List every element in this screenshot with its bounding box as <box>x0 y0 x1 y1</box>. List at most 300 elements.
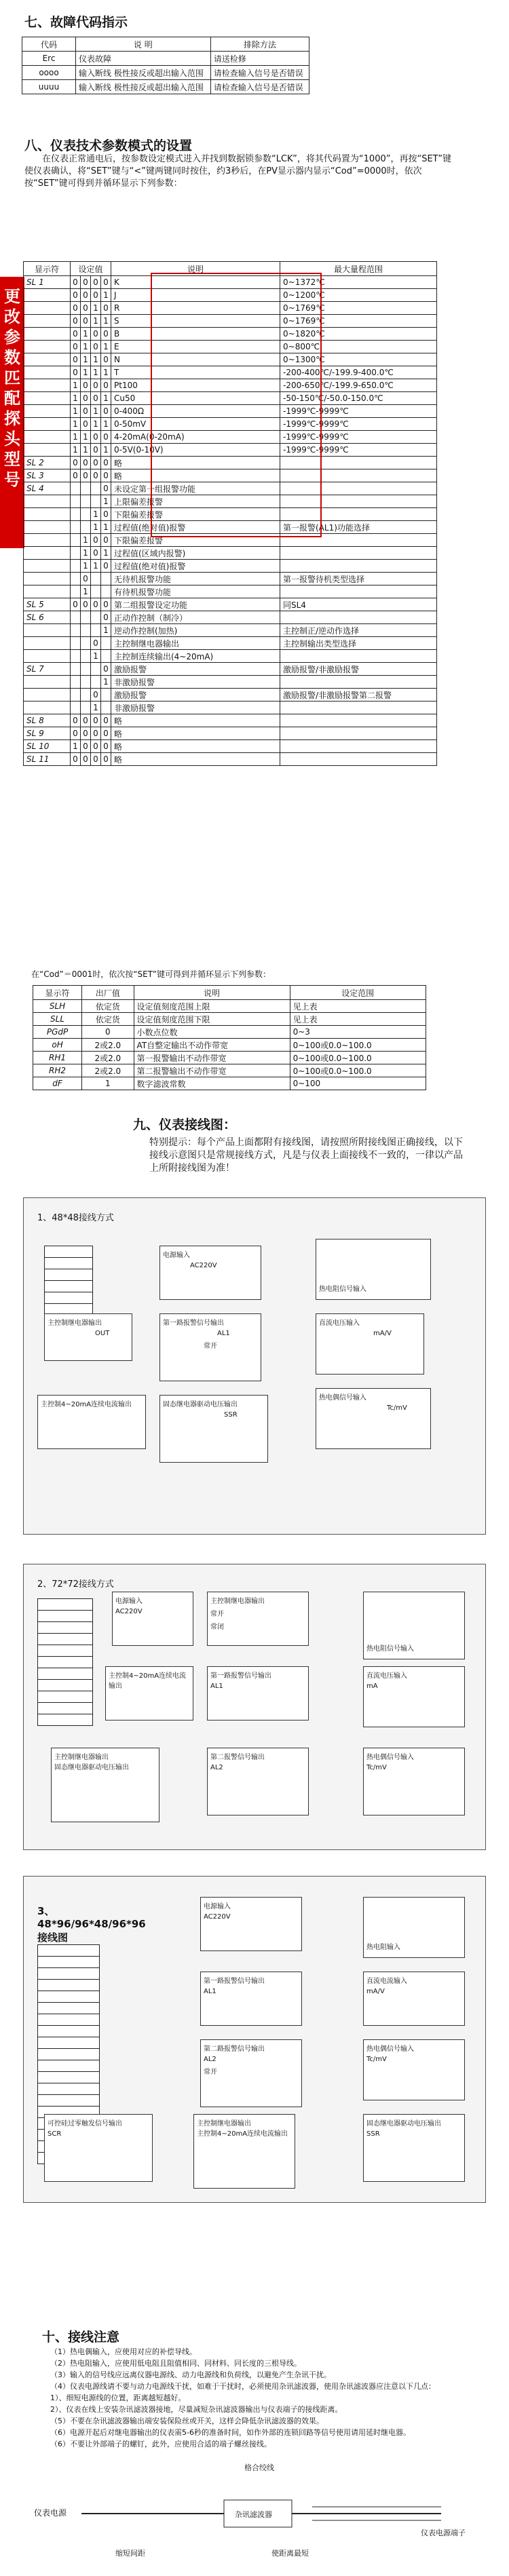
table-cell: 0-400Ω <box>111 405 280 418</box>
shorten-spacing-label: 缩短间距 <box>115 2549 145 2558</box>
table-cell: SL 4 <box>24 482 71 495</box>
note-item: 2）、仪表在线上安装杂讯滤波器接地，尽量减短杂讯滤波器输出与仪表端子的接线距离。 <box>50 2405 343 2414</box>
table-cell: 略 <box>111 727 280 740</box>
table-cell: 1 <box>101 676 111 689</box>
table-row <box>22 52 309 66</box>
table-cell: 1 <box>91 418 101 431</box>
table-cell <box>101 585 111 598</box>
note-item: （6）电源开起后对继电器输出的仪表需5-6秒的准备时间，如作外部的连锁回路等信号使用请用延时继电器。 <box>50 2428 411 2437</box>
table-cell: 请检查输入信号是否错误 <box>210 80 309 94</box>
table-cell: 0 <box>91 714 101 727</box>
table-cell <box>24 328 71 341</box>
table-cell: -1999℃-9999℃ <box>280 405 437 418</box>
section-title: 十、接线注意 <box>42 2330 120 2345</box>
table-cell <box>91 663 101 676</box>
table-cell <box>91 676 101 689</box>
table-cell: 主控制输出类型选择 <box>280 637 437 650</box>
table-cell: 激励报警/非激励报警 <box>280 663 437 676</box>
section-title: 七、故障代码指示 <box>24 15 128 30</box>
table-cell: 同SL4 <box>280 598 437 611</box>
table-cell <box>91 495 101 508</box>
table-cell: 第一报警输出不动作带宽 <box>134 1052 290 1064</box>
table-cell: 0 <box>101 534 111 547</box>
wiring-notice: 特别提示：每个产品上面都附有接线图，请按照所附接线图正确接线，以下接线示意图只是常规接线方式，凡是与仪表上面接线不一致的，一律以产品上所附接线图为准！ <box>149 1137 463 1174</box>
table-cell: 下限偏差报警 <box>111 508 280 521</box>
table-cell: 0~100或0.0~100.0 <box>290 1052 426 1064</box>
table-cell <box>24 521 71 534</box>
table-cell: 0 <box>101 431 111 444</box>
table-cell: 0 <box>91 392 101 405</box>
table-cell: 下限偏差报警 <box>111 534 280 547</box>
table-cell: SL 8 <box>24 714 71 727</box>
table-row <box>24 740 437 753</box>
table-cell: 1 <box>81 560 91 573</box>
table-cell: 0~100或0.0~100.0 <box>290 1064 426 1077</box>
column-header: 说 明 <box>76 37 211 52</box>
table-cell: 0 <box>71 457 81 469</box>
table-cell <box>71 701 81 714</box>
table-cell <box>81 637 91 650</box>
side-tag: 更改参数匹配探头型号 <box>0 277 24 548</box>
table-cell: 0 <box>82 1026 134 1039</box>
table-cell: 1 <box>81 366 91 379</box>
note-item: （1）热电偶输入，应使用对应的补偿导线。 <box>50 2347 197 2356</box>
table-cell: 0 <box>71 598 81 611</box>
table-cell <box>81 689 91 701</box>
table-cell: 上限偏差报警 <box>111 495 280 508</box>
table-cell: 0 <box>81 753 91 766</box>
table-cell: 1 <box>71 418 81 431</box>
table-cell: PGdP <box>33 1026 82 1039</box>
table-cell: -50-150℃/-50.0-150.0℃ <box>280 392 437 405</box>
table-cell <box>24 676 71 689</box>
table-cell <box>81 663 91 676</box>
table-cell: 过程值(绝对值)报警 <box>111 521 280 534</box>
table-cell: SL 5 <box>24 598 71 611</box>
table-cell <box>24 315 71 328</box>
table-cell: 0 <box>91 534 101 547</box>
table-row <box>33 1064 426 1077</box>
table-cell: RH2 <box>33 1064 82 1077</box>
table-cell: 0 <box>81 379 91 392</box>
table-cell: 1 <box>81 353 91 366</box>
table-cell: K <box>111 276 280 289</box>
table-cell: 0 <box>101 276 111 289</box>
table-cell: 4-20mA(0-20mA) <box>111 431 280 444</box>
table-cell: 激励报警/非激励报警第二报警 <box>280 689 437 701</box>
table-row <box>33 1026 426 1039</box>
table-cell <box>91 611 101 624</box>
table-cell: 0 <box>81 302 91 315</box>
table-row <box>24 663 437 676</box>
wiring-notes <box>50 2346 464 2450</box>
table-cell <box>24 560 71 573</box>
table-cell: 0 <box>81 405 91 418</box>
table-cell <box>81 650 91 663</box>
table-cell: 0 <box>81 315 91 328</box>
table-cell: 0 <box>91 379 101 392</box>
table-cell: 0 <box>91 469 101 482</box>
table-cell <box>24 405 71 418</box>
table-cell <box>101 689 111 701</box>
table-cell: 0 <box>91 289 101 302</box>
table-cell: 0 <box>81 714 91 727</box>
table-cell: 0 <box>81 289 91 302</box>
table-cell: N <box>111 353 280 366</box>
table-cell: 1 <box>81 341 91 353</box>
table-cell: 0 <box>101 379 111 392</box>
table-cell <box>71 547 81 560</box>
table-cell: 输入断线 极性接反或超出输入范围 <box>76 80 211 94</box>
table-cell <box>71 482 81 495</box>
table-cell: 1 <box>81 534 91 547</box>
table-cell: S <box>111 315 280 328</box>
table-cell: AT自整定输出不动作带宽 <box>134 1039 290 1052</box>
table-cell: 1 <box>91 353 101 366</box>
table-cell: -1999℃-9999℃ <box>280 444 437 457</box>
table-cell: R <box>111 302 280 315</box>
diagram-title: 1、48*48接线方式 <box>37 1213 114 1223</box>
table-cell: 0 <box>71 341 81 353</box>
table-cell <box>81 508 91 521</box>
table-cell: 0 <box>91 431 101 444</box>
table-cell: -200-650℃/-199.9-650.0℃ <box>280 379 437 392</box>
table-row <box>24 560 437 573</box>
table-cell: 0-5V(0-10V) <box>111 444 280 457</box>
table-cell: 见上表 <box>290 1000 426 1013</box>
table-cell: 0 <box>101 714 111 727</box>
power-input-box: 电源输入 AC220V <box>200 1897 302 1951</box>
table-cell: 略 <box>111 469 280 482</box>
table-cell: B <box>111 328 280 341</box>
table-cell: 第一报警待机类型选择 <box>280 573 437 585</box>
table-row <box>33 1052 426 1064</box>
table-cell <box>24 418 71 431</box>
table-row <box>24 650 437 663</box>
table-cell: 0~100 <box>290 1077 426 1090</box>
table-row <box>24 637 437 650</box>
table-cell: 0 <box>71 753 81 766</box>
table-row <box>24 573 437 585</box>
table-cell: SL 11 <box>24 753 71 766</box>
scr-box: 可控硅过零触发信号输出 SCR <box>44 2114 153 2182</box>
table-row <box>33 1013 426 1026</box>
table-cell: Erc <box>22 52 76 66</box>
ssr-box: 固态继电器驱动电压输出 SSR <box>363 2114 465 2182</box>
table-cell: 0 <box>91 341 101 353</box>
table-cell: 1 <box>71 405 81 418</box>
table-cell: 0 <box>71 353 81 366</box>
table-cell: 1 <box>91 315 101 328</box>
table-cell <box>280 740 437 753</box>
table-row <box>22 80 309 94</box>
table-cell <box>71 495 81 508</box>
table-cell: 请送检修 <box>210 52 309 66</box>
table-cell: uuuu <box>22 80 76 94</box>
column-header: 说明 <box>134 986 290 1000</box>
table-cell: SLH <box>33 1000 82 1013</box>
cod-paragraph: 在“Cod”＝0001时，依次按“SET”键可得到并循环显示下列参数： <box>31 969 271 979</box>
table-cell: 0~1769℃ <box>280 302 437 315</box>
table-cell <box>24 366 71 379</box>
diagram-title: 2、72*72接线方式 <box>37 1579 114 1590</box>
table-cell: 过程值(区域内报警) <box>111 547 280 560</box>
fault-code-table <box>22 37 309 94</box>
column-header: 设定值 <box>71 262 111 276</box>
table-cell <box>71 611 81 624</box>
table-cell: 0 <box>81 740 91 753</box>
table-cell: 1 <box>71 431 81 444</box>
instrument-power-label: 仪表电源 <box>34 2508 67 2518</box>
note-item: （3）输入的信号线应远离仪器电源线、动力电源线和负荷线，以避免产生杂讯干扰。 <box>50 2370 331 2379</box>
noise-filter-diagram <box>27 2459 489 2568</box>
section-title: 九、仪表接线图： <box>133 1117 237 1132</box>
table-cell: 请检查输入信号是否错误 <box>210 66 309 80</box>
alarm2-box: 第二报警信号输出 AL2 <box>207 1748 309 1815</box>
table-cell <box>280 650 437 663</box>
table-cell: 0 <box>101 740 111 753</box>
table-cell: 数字滤波常数 <box>134 1077 290 1090</box>
table-cell <box>24 495 71 508</box>
table-cell: 1 <box>101 547 111 560</box>
wiring-diagram-48x48 <box>23 1197 486 1535</box>
table-cell: 激励报警 <box>111 663 280 676</box>
column-header: 出厂值 <box>82 986 134 1000</box>
table-cell: 1 <box>81 328 91 341</box>
param-table-2 <box>33 985 426 1090</box>
table-cell <box>24 650 71 663</box>
table-cell: 0 <box>81 392 91 405</box>
alarm1-box: 第一路报警信号输出 AL1 <box>207 1666 309 1720</box>
table-cell: 0 <box>81 276 91 289</box>
table-cell <box>280 676 437 689</box>
table-cell <box>280 753 437 766</box>
main-relay-box: 主控制继电器输出 主控制4~20mA连续电流输出 <box>193 2114 295 2189</box>
table-cell <box>24 302 71 315</box>
table-cell: 非激励报警 <box>111 701 280 714</box>
table-cell: 1 <box>101 366 111 379</box>
table-cell: 正动作控制（制冷） <box>111 611 280 624</box>
table-cell: 非激励报警 <box>111 676 280 689</box>
table-cell <box>81 611 91 624</box>
table-cell: 略 <box>111 753 280 766</box>
terminal-block <box>44 1246 93 1315</box>
table-cell <box>24 624 71 637</box>
table-cell: 0 <box>101 482 111 495</box>
table-cell: 1 <box>101 418 111 431</box>
table-cell: 主控制正/逆动作选择 <box>280 624 437 637</box>
column-header: 设定范围 <box>290 986 426 1000</box>
table-cell: 0 <box>101 353 111 366</box>
table-cell: -1999℃-9999℃ <box>280 431 437 444</box>
table-cell <box>280 701 437 714</box>
table-cell: 0 <box>101 457 111 469</box>
table-cell <box>24 431 71 444</box>
rtd-input-box: 热电阻信号输入 <box>316 1239 431 1300</box>
table-cell <box>24 379 71 392</box>
table-cell: 输入断线 极性接反或超出输入范围 <box>76 66 211 80</box>
power-input-box: 电源输入 AC220V <box>112 1592 193 1646</box>
table-cell: SL 6 <box>24 611 71 624</box>
table-cell: 依定货 <box>82 1013 134 1026</box>
table-cell <box>24 534 71 547</box>
table-cell: 1 <box>101 341 111 353</box>
table-cell: 0~1200℃ <box>280 289 437 302</box>
table-cell: 0 <box>91 444 101 457</box>
table-cell <box>101 701 111 714</box>
table-cell: 无待机报警功能 <box>111 573 280 585</box>
table-cell <box>81 521 91 534</box>
table-cell: 1 <box>91 366 101 379</box>
dc-voltage-box: 直流电压输入 mA/V <box>316 1313 424 1374</box>
table-cell <box>24 637 71 650</box>
table-cell <box>24 701 71 714</box>
table-cell <box>280 585 437 598</box>
main-4-20ma-box: 主控制4~20mA连续电流输出 <box>37 1395 146 1449</box>
table-cell: 0 <box>71 366 81 379</box>
table-cell: T <box>111 366 280 379</box>
table-cell: 第二报警输出不动作带宽 <box>134 1064 290 1077</box>
table-cell <box>101 637 111 650</box>
table-cell: SL 9 <box>24 727 71 740</box>
table-cell <box>91 482 101 495</box>
table-cell: 1 <box>81 444 91 457</box>
table-cell: 0 <box>71 315 81 328</box>
table-cell: SL 3 <box>24 469 71 482</box>
table-cell <box>71 689 81 701</box>
table-cell: 0 <box>101 405 111 418</box>
table-cell: 1 <box>81 585 91 598</box>
main-relay-box-2: 主控制继电器输出 固态继电器驱动电压输出 <box>51 1748 159 1822</box>
table-cell: 0 <box>91 753 101 766</box>
table-cell: 依定货 <box>82 1000 134 1013</box>
wiring-diagram-48x96 <box>23 1876 486 2203</box>
table-cell: 2或2.0 <box>82 1039 134 1052</box>
table-cell <box>91 624 101 637</box>
table-row <box>24 585 437 598</box>
ssr-box: 固态继电器驱动电压输出 SSR <box>159 1395 268 1463</box>
column-header: 显示符 <box>33 986 82 1000</box>
table-cell <box>24 547 71 560</box>
wiring-diagram-72x72 <box>23 1564 486 1850</box>
table-cell: RH1 <box>33 1052 82 1064</box>
table-cell: 0 <box>71 469 81 482</box>
table-cell: SL 10 <box>24 740 71 753</box>
table-cell: 0 <box>91 727 101 740</box>
table-cell: 0 <box>71 302 81 315</box>
table-cell <box>280 714 437 727</box>
table-cell: 0 <box>91 689 101 701</box>
table-cell: 0 <box>81 469 91 482</box>
table-cell <box>81 482 91 495</box>
table-cell: 1 <box>101 289 111 302</box>
table-cell: 0 <box>91 598 101 611</box>
power-terminal-label: 仪表电源端子 <box>421 2529 466 2537</box>
table-cell: 1 <box>101 521 111 534</box>
table-cell: 第二组报警设定功能 <box>111 598 280 611</box>
table-row <box>24 701 437 714</box>
table-cell: 仪表故障 <box>76 52 211 66</box>
alarm1-box: 第一路报警信号输出 AL1 <box>200 1972 302 2026</box>
table-cell: 1 <box>101 315 111 328</box>
table-cell: 0 <box>101 753 111 766</box>
table-cell <box>81 676 91 689</box>
table-cell: 略 <box>111 457 280 469</box>
note-item: （4）仪表电源线请不要与动力电源线干扰，如难于干扰时，必须使用杂讯滤波器，使用杂讯滤波器应注意以下几点： <box>50 2382 436 2391</box>
table-cell: SLL <box>33 1013 82 1026</box>
table-cell: 略 <box>111 714 280 727</box>
table-cell: 0 <box>101 611 111 624</box>
table-cell <box>71 508 81 521</box>
table-row <box>33 1077 426 1090</box>
table-cell <box>101 573 111 585</box>
table-cell: 0 <box>71 727 81 740</box>
column-header: 显示符 <box>24 262 71 276</box>
table-cell: 0 <box>101 508 111 521</box>
table-cell: 1 <box>91 560 101 573</box>
thermocouple-box: 热电偶信号输入 Tc/mV <box>363 1748 465 1815</box>
table-row <box>24 753 437 766</box>
table-cell: 1 <box>101 392 111 405</box>
table-cell: Pt100 <box>111 379 280 392</box>
table-row <box>24 676 437 689</box>
table-cell: 1 <box>71 392 81 405</box>
column-header: 说明 <box>111 262 280 276</box>
note-item: （5）不要在杂讯滤波器输出端安装保险丝或开关，这样会降低杂讯滤波器的效果。 <box>50 2417 324 2425</box>
table-cell: 1 <box>91 302 101 315</box>
table-cell: 1 <box>82 1077 134 1090</box>
table-cell <box>71 676 81 689</box>
table-cell <box>101 650 111 663</box>
table-row <box>24 727 437 740</box>
table-cell: 激励报警 <box>111 689 280 701</box>
table-cell: 0 <box>91 328 101 341</box>
table-cell <box>91 573 101 585</box>
table-cell: 0 <box>71 276 81 289</box>
table-cell: -200-400℃/-199.9-400.0℃ <box>280 366 437 379</box>
table-cell: 1 <box>91 701 101 714</box>
table-cell: 1 <box>91 521 101 534</box>
table-cell: 略 <box>111 740 280 753</box>
table-cell: 0 <box>91 547 101 560</box>
table-cell <box>71 650 81 663</box>
note-item: （6）不要让外部端子的螺钉，此外，应使用合适的端子螺丝接线。 <box>50 2440 271 2448</box>
table-cell: oH <box>33 1039 82 1052</box>
table-cell <box>71 663 81 676</box>
diagram-title: 3、48*96/96*48/96*96接线图 <box>37 1905 146 1944</box>
noise-filter-label: 杂讯滤波器 <box>235 2510 272 2519</box>
table-cell: 1 <box>91 650 101 663</box>
table-cell: 0 <box>91 740 101 753</box>
table-header-row <box>22 37 309 52</box>
table-cell: 有待机报警功能 <box>111 585 280 598</box>
power-input-box: 电源输入 AC220V <box>159 1246 261 1300</box>
column-header: 排除方法 <box>210 37 309 52</box>
table-cell <box>24 508 71 521</box>
table-cell: 0~1372℃ <box>280 276 437 289</box>
table-cell: 0 <box>101 328 111 341</box>
table-cell <box>81 624 91 637</box>
table-cell: 1 <box>101 444 111 457</box>
rtd-input-box: 热电阻输入 <box>363 1897 465 1958</box>
table-cell: 0 <box>91 637 101 650</box>
table-cell: 0~800℃ <box>280 341 437 353</box>
table-cell: 0 <box>101 663 111 676</box>
table-cell: 主控制连续输出(4~20mA) <box>111 650 280 663</box>
table-cell: 1 <box>81 431 91 444</box>
table-cell: SL 1 <box>24 276 71 289</box>
table-row <box>33 1000 426 1013</box>
